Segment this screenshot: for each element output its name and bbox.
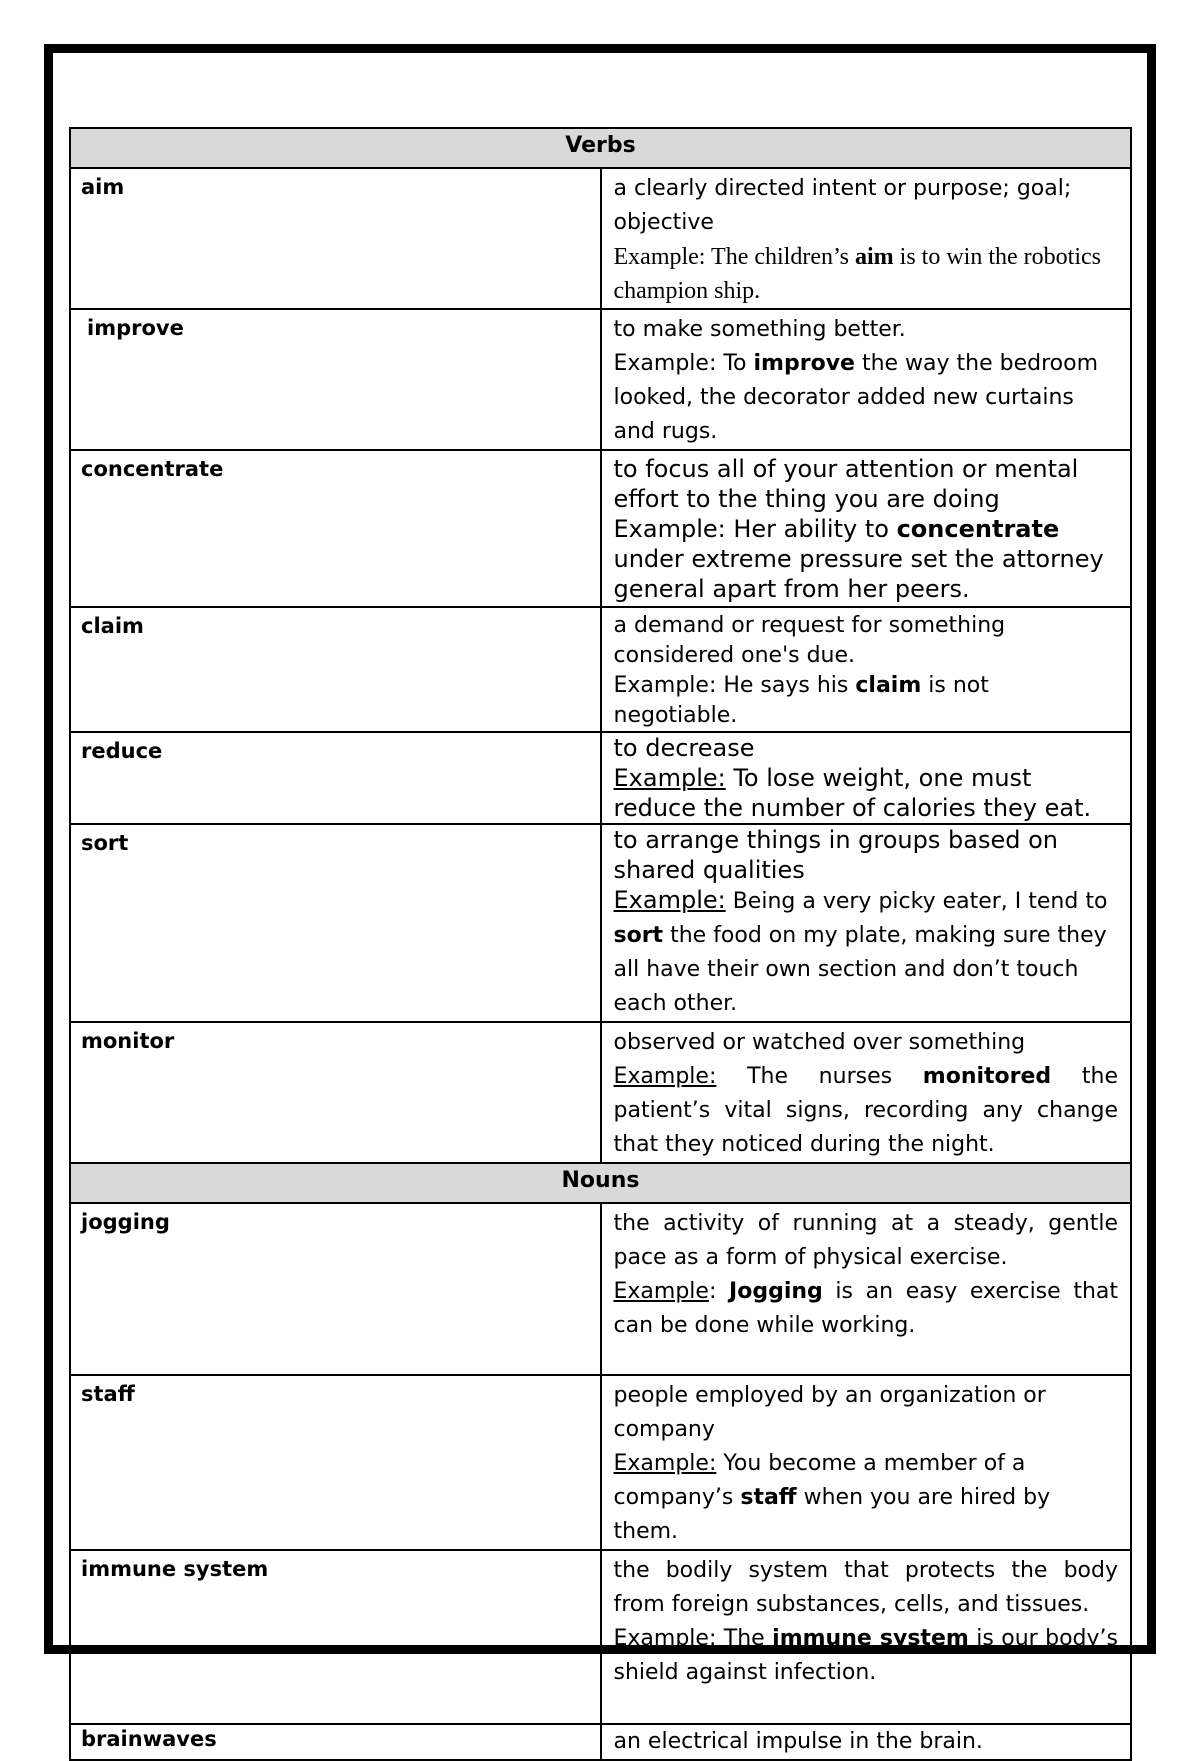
table-row [70, 824, 1131, 1022]
term-cell: immune system [70, 1550, 601, 1724]
example-text [614, 763, 1119, 823]
table-row [70, 450, 1131, 607]
example-label: Example: [613, 1064, 717, 1089]
example-text [614, 347, 1119, 449]
table-row [70, 1203, 1131, 1375]
section-header-nouns [70, 1163, 1131, 1203]
example-post: the way the bedroom looked, the decorator added new curtains and rugs. [613, 351, 1099, 444]
term-cell: staff [70, 1375, 601, 1550]
table-row [70, 1375, 1131, 1550]
example-text [614, 514, 1119, 604]
definition-cell [601, 1375, 1132, 1550]
table-row [70, 732, 1131, 824]
example-label: Example [613, 1626, 709, 1651]
definition-text: a clearly directed intent or purpose; goal; objective [613, 176, 1072, 235]
example-text [614, 671, 1119, 731]
table-row [70, 309, 1131, 450]
example-pre: Her ability to [725, 515, 897, 543]
example-pre: : [708, 1279, 730, 1304]
example-pre: : The [708, 1626, 773, 1651]
definition-cell [601, 1203, 1132, 1375]
definition-text: to decrease [613, 734, 755, 762]
example-pre: To [716, 351, 754, 376]
definition-cell [601, 607, 1132, 732]
definition-cell [601, 309, 1132, 450]
example-post: the food on my plate, making sure they all have their own section and don’t touch each other. [613, 923, 1107, 1016]
example-term: staff [740, 1485, 797, 1510]
definition-cell [601, 168, 1132, 309]
example-term: sort [613, 923, 664, 948]
definition-text: the activity of running at a steady, gentle pace as a form of physical exercise. [613, 1211, 1118, 1270]
definition-cell [601, 450, 1132, 607]
example-term: immune system [772, 1626, 969, 1651]
example-post: To lose weight, one must reduce the number of calories they eat. [613, 764, 1092, 822]
example-pre: The children’s [705, 244, 855, 270]
example-pre: He says his [716, 673, 856, 698]
definition-text: to make something better. [613, 317, 906, 342]
example-post: when you are hired by them. [613, 1485, 1051, 1544]
definition-cell [601, 824, 1132, 1022]
example-label: Example: [613, 351, 717, 376]
definition-text: the bodily system that protects the body from foreign substances, cells, and tissues. [613, 1558, 1118, 1617]
example-post: is to win the robotics champion ship. [613, 244, 1101, 304]
example-term: monitored [922, 1064, 1052, 1089]
term-cell: improve [70, 309, 601, 450]
example-pre: You become a member of a company’s [613, 1451, 1026, 1510]
example-term: improve [753, 351, 855, 376]
term-cell: claim [70, 607, 601, 732]
table-row [70, 1724, 1131, 1760]
example-post: is our body’s shield against infection. [613, 1626, 1118, 1685]
definition-text: to arrange things in groups based on shared qualities [613, 826, 1058, 884]
example-term: claim [855, 673, 922, 698]
example-term: concentrate [896, 515, 1060, 543]
term-cell: aim [70, 168, 601, 309]
example-pre: The nurses [716, 1064, 923, 1089]
definition-cell [601, 1022, 1132, 1163]
example-text [614, 1275, 1119, 1343]
example-text [614, 1447, 1119, 1549]
term-cell: sort [70, 824, 601, 1022]
section-header-verbs [70, 128, 1131, 168]
example-text [614, 885, 1119, 1021]
definition-text: an electrical impulse in the brain. [613, 1729, 983, 1754]
definition-cell [601, 732, 1132, 824]
term-cell: concentrate [70, 450, 601, 607]
example-label: Example [613, 1279, 709, 1304]
table-row [70, 168, 1131, 309]
example-label: Example: [613, 886, 726, 914]
definition-text: to focus all of your attention or mental effort to the thing you are doing [613, 455, 1079, 513]
table-row [70, 1022, 1131, 1163]
example-text [614, 1622, 1119, 1690]
example-term: aim [855, 244, 894, 270]
example-label: Example: [613, 764, 726, 792]
example-label: Example: [613, 244, 706, 270]
example-post: the patient’s vital signs, recording any change that they noticed during the night. [613, 1064, 1118, 1157]
example-post: under extreme pressure set the attorney general apart from her peers. [613, 545, 1104, 603]
definition-text: observed or watched over something [613, 1030, 1026, 1055]
term-cell: reduce [70, 732, 601, 824]
table-row [70, 607, 1131, 732]
definition-cell [601, 1724, 1132, 1760]
example-label: Example: [613, 515, 726, 543]
example-text [614, 240, 1119, 308]
example-label: Example: [613, 1451, 717, 1476]
definition-text: a demand or request for something considered one's due. [613, 613, 1006, 668]
example-pre: Being a very picky eater, I tend to [725, 889, 1108, 914]
example-post: is an easy exercise that can be done while working. [613, 1279, 1119, 1338]
example-term: Jogging [729, 1279, 823, 1304]
section-title: Verbs [70, 128, 1131, 168]
term-cell: brainwaves [70, 1724, 601, 1760]
example-text [614, 1060, 1119, 1162]
section-title: Nouns [70, 1163, 1131, 1203]
definition-text: people employed by an organization or company [613, 1383, 1046, 1442]
example-post: is not negotiable. [613, 673, 989, 728]
example-label: Example: [613, 673, 717, 698]
term-cell: monitor [70, 1022, 601, 1163]
term-cell: jogging [70, 1203, 601, 1375]
vocabulary-table [69, 127, 1132, 1761]
